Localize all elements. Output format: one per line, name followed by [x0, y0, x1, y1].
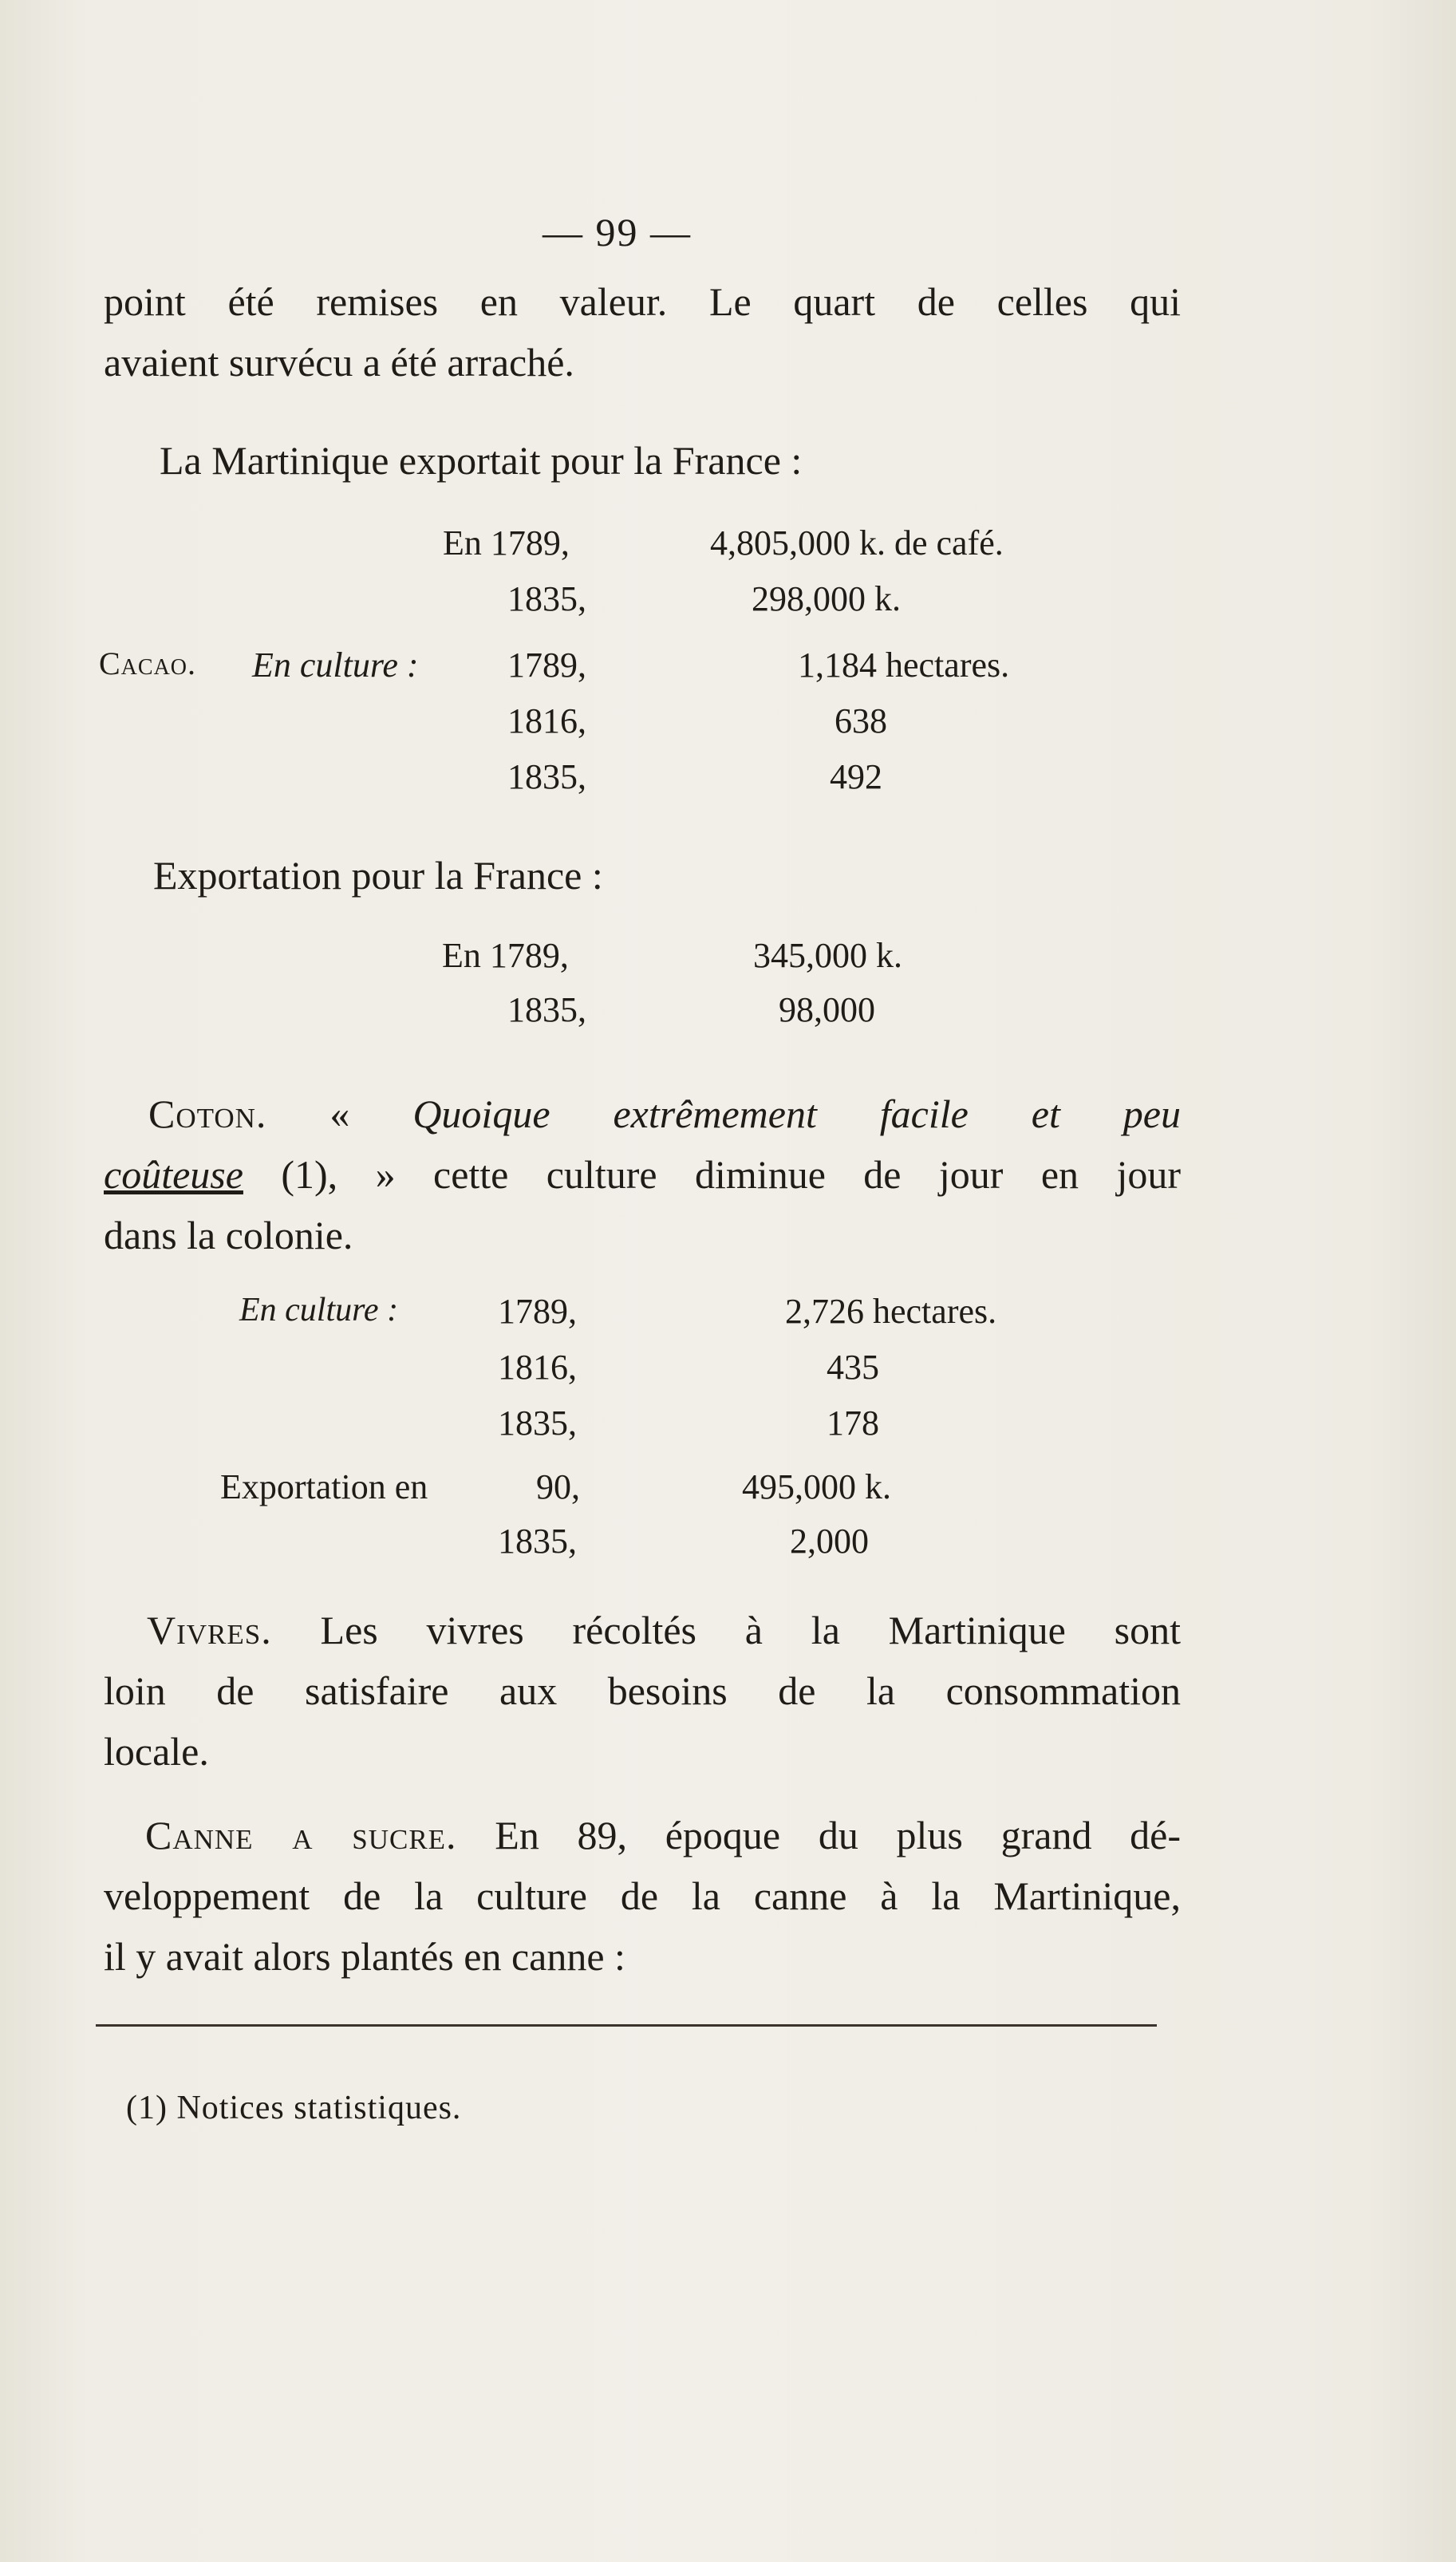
cacao-year: 1835, [507, 757, 586, 796]
cacao-value: 1,184 hectares. [798, 645, 1010, 685]
paragraph-canne [104, 1805, 1181, 1987]
coton-export-value: 2,000 [790, 1522, 869, 1561]
coton-value: 435 [827, 1348, 879, 1387]
cacao-culture-label: En culture : [252, 645, 419, 685]
text-line [104, 1144, 1181, 1205]
text-line: loin de satisfaire aux besoins de la consommation [104, 1668, 1181, 1713]
coton-export-label: Exportation en [220, 1467, 428, 1506]
export-intro: La Martinique exportait pour la France : [160, 438, 803, 483]
coton-value: 178 [827, 1403, 879, 1443]
text-line [104, 1805, 1181, 1865]
cacao-year: 1816, [507, 701, 586, 740]
cafe-row-value: 298,000 k. [752, 579, 901, 618]
cacao-value: 638 [835, 701, 887, 740]
text-line: dans la colonie. [104, 1213, 353, 1257]
cafe-row-label: 1835, [507, 579, 586, 618]
cacao-export-value: 98,000 [779, 990, 875, 1029]
cacao-year: 1789, [507, 645, 586, 685]
cacao-value: 492 [830, 757, 882, 796]
coton-year: 1816, [498, 1348, 577, 1387]
vivres-heading: Vivres. [147, 1608, 272, 1652]
text-line: point été remises en valeur. Le quart de celles qui [104, 279, 1181, 324]
coton-export-year: 90, [536, 1467, 580, 1506]
cafe-row-value: 4,805,000 k. de café. [710, 523, 1004, 563]
text-line: il y avait alors plantés en canne : [104, 1934, 625, 1979]
footnote-ref: (1), [281, 1152, 338, 1197]
text-line: avaient survécu a été arraché. [104, 340, 574, 385]
page-number: — 99 — [543, 210, 692, 255]
text-line: locale. [104, 1729, 209, 1774]
cacao-export-label: En 1789, [442, 936, 569, 975]
coton-value: 2,726 hectares. [785, 1292, 997, 1331]
coton-export-value: 495,000 k. [742, 1467, 891, 1506]
coton-year: 1789, [498, 1292, 577, 1331]
text-line [104, 1084, 1181, 1144]
footnote-divider [96, 2024, 1157, 2027]
cacao-export-intro: Exportation pour la France : [153, 853, 603, 898]
cacao-export-value: 345,000 k. [753, 936, 902, 975]
canne-text: En 89, époque du plus grand dé- [495, 1813, 1181, 1857]
text-line [104, 1600, 1181, 1660]
vivres-text: Les vivres récoltés à la Martinique sont [320, 1608, 1182, 1652]
quote-mark: « [329, 1092, 350, 1136]
footnote: (1) Notices statistiques. [126, 2090, 462, 2126]
paragraph-vivres [104, 1600, 1181, 1782]
coton-export-year: 1835, [498, 1522, 577, 1561]
coton-culture-label: En culture : [239, 1292, 399, 1328]
coton-rest: » cette culture diminue de jour en jour [375, 1152, 1182, 1197]
coton-heading: Coton. [148, 1092, 267, 1136]
coton-quote-end: coûteuse [104, 1152, 243, 1197]
cacao-heading: Cacao. [99, 645, 197, 681]
paragraph-intro [104, 271, 1181, 393]
cafe-row-label: En 1789, [443, 523, 570, 563]
coton-year: 1835, [498, 1403, 577, 1443]
canne-heading: Canne a sucre. [145, 1813, 457, 1857]
paragraph-coton [104, 1084, 1181, 1265]
text-line: veloppement de la culture de la canne à la Martinique, [104, 1873, 1181, 1918]
coton-quote: Quoique extrêmement facile et peu [412, 1092, 1182, 1136]
cacao-export-label: 1835, [507, 990, 586, 1029]
